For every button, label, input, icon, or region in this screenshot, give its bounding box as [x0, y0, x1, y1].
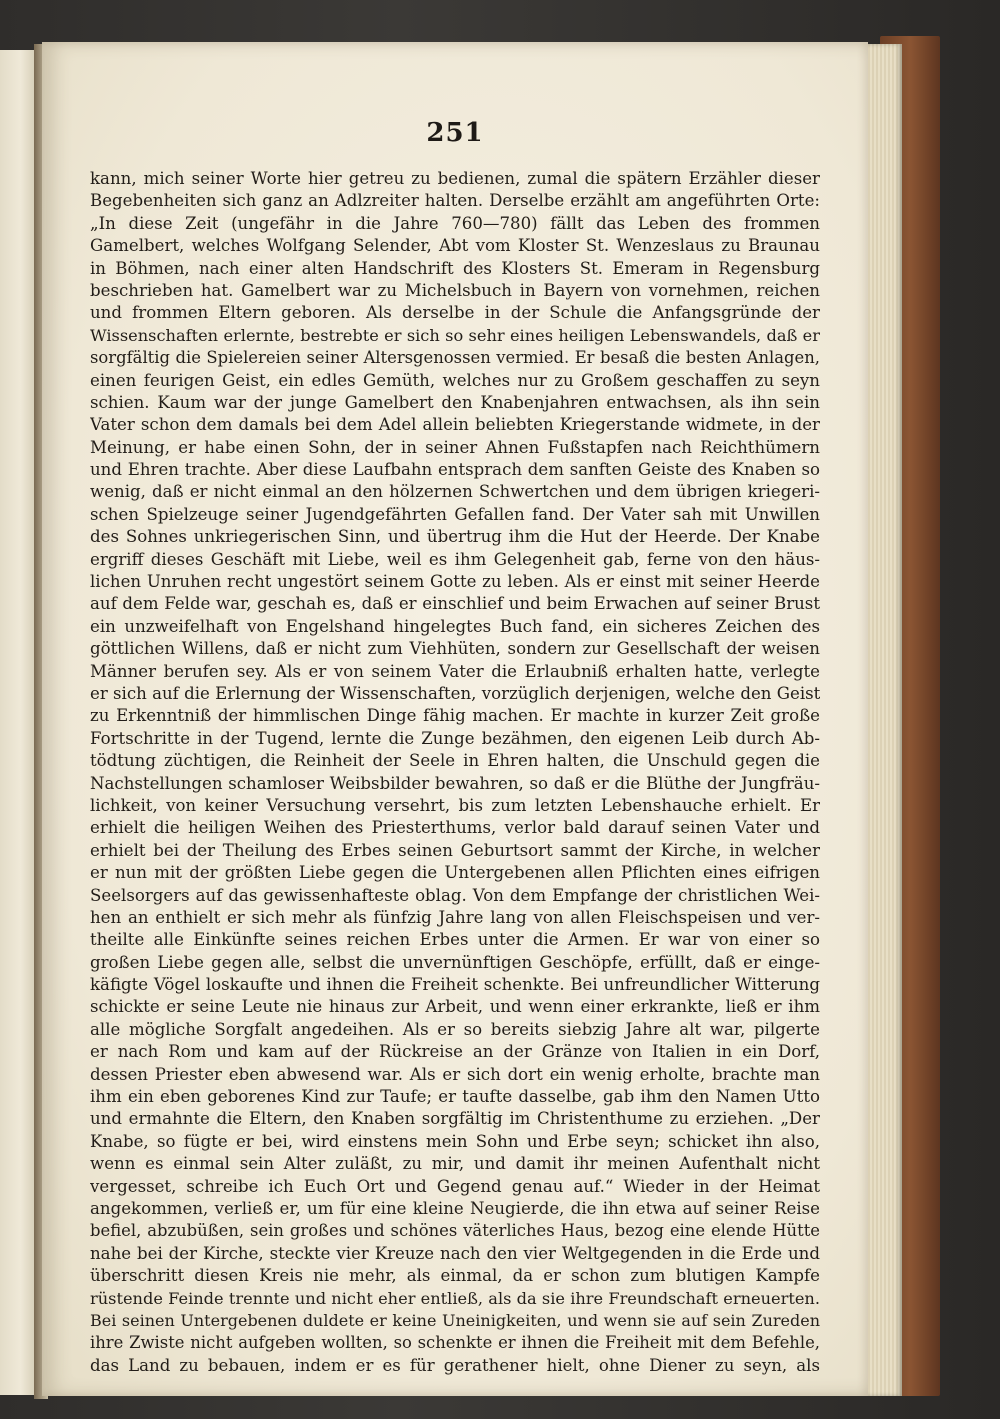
text-line: theilte alle Einkünfte seines reichen Erbes unter die Armen. Er war von einer so: [90, 930, 820, 950]
text-line: und Ehren trachte. Aber diese Laufbahn entsprach dem sanften Geiste des Knaben so: [90, 460, 820, 480]
text-line: ihre Zwiste nicht aufgeben wollten, so schenkte er ihnen die Freiheit mit dem Befehle,: [90, 1333, 820, 1353]
text-line: Nachstellungen schamloser Weibsbilder bewahren, so daß er die Blüthe der Jungfräu-: [90, 773, 820, 793]
text-line: überschritt diesen Kreis nie mehr, als einmal, da er schon zum blutigen Kampfe: [90, 1266, 820, 1286]
text-line: wenn es einmal sein Alter zuläßt, zu mir, und damit ihr meinen Aufenthalt nicht: [90, 1154, 820, 1174]
text-line: in Böhmen, nach einer alten Handschrift des Klosters St. Emeram in Regensburg: [90, 258, 820, 278]
text-line: Bei seinen Untergebenen duldete er keine Uneinigkeiten, und wenn sie auf sein Zureden: [90, 1310, 820, 1330]
text-line: befiel, abzubüßen, sein großes und schönes väterliches Haus, bezog eine elende Hütte: [90, 1221, 820, 1241]
text-line: schien. Kaum war der junge Gamelbert den Knabenjahren entwachsen, als ihn sein: [90, 392, 820, 412]
text-line: das Land zu bebauen, indem er es für gerathener hielt, ohne Diener zu seyn, als: [90, 1355, 820, 1375]
text-line: „In diese Zeit (ungefähr in die Jahre 760—780) fällt das Leben des frommen: [90, 213, 820, 233]
text-line: großen Liebe gegen alle, selbst die unvernünftigen Geschöpfe, erfüllt, daß er einge-: [90, 952, 820, 972]
text-line: vergesset, schreibe ich Euch Ort und Gegend genau auf.“ Wieder in der Heimat: [90, 1176, 820, 1196]
text-line: er nun mit der größten Liebe gegen die Untergebenen allen Pflichten eines eifrigen: [90, 863, 820, 883]
text-line: lichen Unruhen recht ungestört seinem Gotte zu leben. Als er einst mit seiner Heerde: [90, 572, 820, 592]
text-line: käfigte Vögel loskaufte und ihnen die Freiheit schenkte. Bei unfreundlicher Witterung: [90, 975, 820, 995]
text-line: hen an enthielt er sich mehr als fünfzig Jahre lang von allen Fleischspeisen und ver-: [90, 907, 820, 927]
text-line: Knabe, so fügte er bei, wird einstens mein Sohn und Erbe seyn; schicket ihn also,: [90, 1131, 820, 1151]
text-line: tödtung züchtigen, die Reinheit der Seele in Ehren halten, die Unschuld gegen die: [90, 751, 820, 771]
text-line: und frommen Eltern geboren. Als derselbe in der Schule die Anfangsgründe der: [90, 303, 820, 323]
text-line: erhielt bei der Theilung des Erbes seinen Geburtsort sammt der Kirche, in welcher: [90, 840, 820, 860]
text-line: Seelsorgers auf das gewissenhafteste oblag. Von dem Empfange der christlichen Wei-: [90, 885, 820, 905]
text-line: lichkeit, von keiner Versuchung versehrt, bis zum letzten Lebenshauche erhielt. Er: [90, 795, 820, 815]
book-page: [42, 42, 868, 1396]
text-line: einen feurigen Geist, ein edles Gemüth, welches nur zu Großem geschaffen zu seyn: [90, 370, 820, 390]
text-line: Männer berufen sey. Als er von seinem Vater die Erlaubniß erhalten hatte, verlegte: [90, 661, 820, 681]
text-line: nahe bei der Kirche, steckte vier Kreuze nach den vier Weltgegenden in die Erde und: [90, 1243, 820, 1263]
text-line: Begebenheiten sich ganz an Adlzreiter halten. Derselbe erzählt am angeführten Orte:: [90, 191, 820, 211]
text-line: Fortschritte in der Tugend, lernte die Zunge bezähmen, den eigenen Leib durch Ab-: [90, 728, 820, 748]
text-line: schickte er seine Leute nie hinaus zur Arbeit, und wenn einer erkrankte, ließ er ihm: [90, 997, 820, 1017]
text-line: Wissenschaften erlernte, bestrebte er sich so sehr eines heiligen Lebenswandels, daß er: [90, 325, 820, 345]
text-line: alle mögliche Sorgfalt angedeihen. Als er so bereits siebzig Jahre alt war, pilgerte: [90, 1019, 820, 1039]
text-line: und ermahnte die Eltern, den Knaben sorgfältig im Christenthume zu erziehen. „Der: [90, 1109, 820, 1129]
text-line: göttlichen Willens, daß er nicht zum Viehhüten, sondern zur Gesellschaft der weisen: [90, 639, 820, 659]
text-line: schen Spielzeuge seiner Jugendgefährten Gefallen fand. Der Vater sah mit Unwillen: [90, 504, 820, 524]
text-line: zu Erkenntniß der himmlischen Dinge fähig machen. Er machte in kurzer Zeit große: [90, 706, 820, 726]
text-line: auf dem Felde war, geschah es, daß er einschlief und beim Erwachen auf seiner Brust: [90, 594, 820, 614]
text-line: ihm ein eben geborenes Kind zur Taufe; er taufte dasselbe, gab ihm den Namen Utto: [90, 1087, 820, 1107]
text-line: wenig, daß er nicht einmal an den hölzernen Schwertchen und dem übrigen kriegeri-: [90, 482, 820, 502]
page-number: 251: [426, 118, 484, 148]
page-stack-edges: [862, 44, 902, 1396]
text-line: erhielt die heiligen Weihen des Priesterthums, verlor bald darauf seinen Vater und: [90, 818, 820, 838]
text-line: angekommen, verließ er, um für eine kleine Neugierde, die ihn etwa auf seiner Reise: [90, 1198, 820, 1218]
text-line: Gamelbert, welches Wolfgang Selender, Abt vom Kloster St. Wenzeslaus zu Braunau: [90, 236, 820, 256]
text-line: beschrieben hat. Gamelbert war zu Michelsbuch in Bayern von vornehmen, reichen: [90, 280, 820, 300]
text-line: des Sohnes unkriegerischen Sinn, und übertrug ihm die Hut der Heerde. Der Knabe: [90, 527, 820, 547]
text-line: ergriff dieses Geschäft mit Liebe, weil es ihm Gelegenheit gab, ferne von den häus-: [90, 549, 820, 569]
text-line: dessen Priester eben abwesend war. Als er sich dort ein wenig erholte, brachte man: [90, 1064, 820, 1084]
text-line: ein unzweifelhaft von Engelshand hingelegtes Buch fand, ein sicheres Zeichen des: [90, 616, 820, 636]
text-line: Meinung, er habe einen Sohn, der in seiner Ahnen Fußstapfen nach Reichthümern: [90, 437, 820, 457]
text-line: er nach Rom und kam auf der Rückreise an der Gränze von Italien in ein Dorf,: [90, 1042, 820, 1062]
text-line: sorgfältig die Spielereien seiner Altersgenossen vermied. Er besaß die besten Anlagen,: [90, 348, 820, 368]
text-line: er sich auf die Erlernung der Wissenschaften, vorzüglich derjenigen, welche den Geist: [90, 683, 820, 703]
text-line: Vater schon dem damals bei dem Adel allein beliebten Kriegerstande widmete, in der: [90, 415, 820, 435]
text-line: kann, mich seiner Worte hier getreu zu bedienen, zumal die spätern Erzähler dieser: [90, 169, 820, 188]
page-body-text: [90, 168, 820, 1377]
previous-page-edge: [0, 50, 36, 1395]
text-line: rüstende Feinde trennte und nicht eher entließ, als da sie ihre Freundschaft erneuerten.: [90, 1288, 820, 1308]
